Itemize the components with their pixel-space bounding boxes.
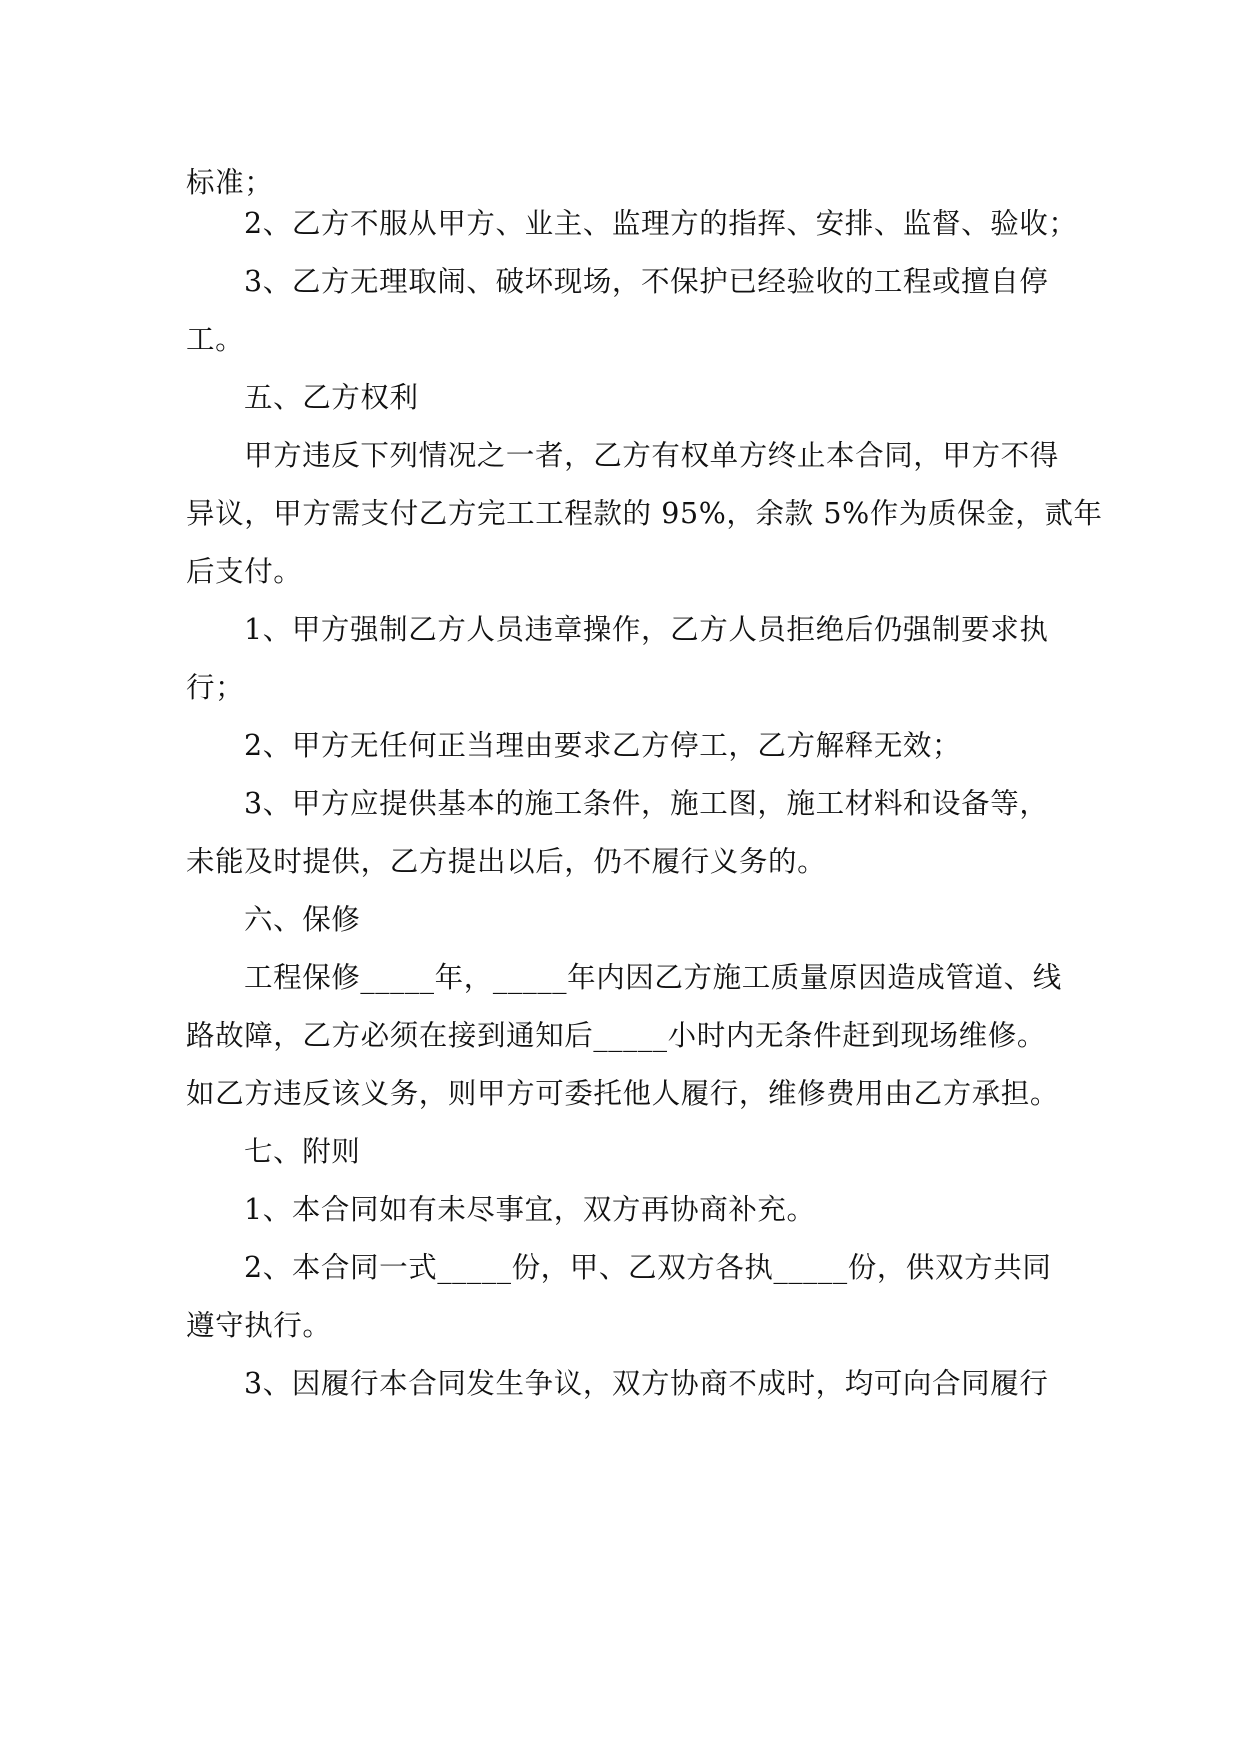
list-item: 2、甲方无任何正当理由要求乙方停工，乙方解释无效； <box>244 729 962 762</box>
list-item: 3、因履行本合同发生争议，双方协商不成时，均可向合同履行 <box>244 1367 1049 1400</box>
section-heading: 六、保修 <box>244 903 361 936</box>
section-heading: 七、附则 <box>244 1135 361 1168</box>
list-item: 3、甲方应提供基本的施工条件，施工图，施工材料和设备等， <box>244 787 1049 820</box>
list-item: 3、乙方无理取闹、破坏现场，不保护已经验收的工程或擅自停 <box>244 265 1049 298</box>
text-line: 遵守执行。 <box>186 1309 332 1342</box>
text-line: 工。 <box>186 323 245 356</box>
paragraph-line: 后支付。 <box>186 555 303 588</box>
list-item: 1、甲方强制乙方人员违章操作，乙方人员拒绝后仍强制要求执 <box>244 613 1049 646</box>
text-line: 行； <box>186 671 245 704</box>
list-item: 2、乙方不服从甲方、业主、监理方的指挥、安排、监督、验收； <box>244 207 1078 240</box>
text-line: 标准； <box>186 166 274 199</box>
paragraph-line: 路故障，乙方必须在接到通知后_____小时内无条件赶到现场维修。 <box>186 1019 1046 1052</box>
paragraph-line: 异议，甲方需支付乙方完工工程款的 95%，余款 5%作为质保金，贰年 <box>186 497 1103 530</box>
paragraph-line: 甲方违反下列情况之一者，乙方有权单方终止本合同，甲方不得 <box>244 439 1059 472</box>
paragraph-line: 如乙方违反该义务，则甲方可委托他人履行，维修费用由乙方承担。 <box>186 1077 1060 1110</box>
list-item: 2、本合同一式_____份，甲、乙双方各执_____份，供双方共同 <box>244 1251 1052 1284</box>
text-line: 未能及时提供，乙方提出以后，仍不履行义务的。 <box>186 845 827 878</box>
paragraph-line: 工程保修_____年，_____年内因乙方施工质量原因造成管道、线 <box>244 961 1062 994</box>
section-heading: 五、乙方权利 <box>244 381 419 414</box>
list-item: 1、本合同如有未尽事宜，双方再协商补充。 <box>244 1193 816 1226</box>
